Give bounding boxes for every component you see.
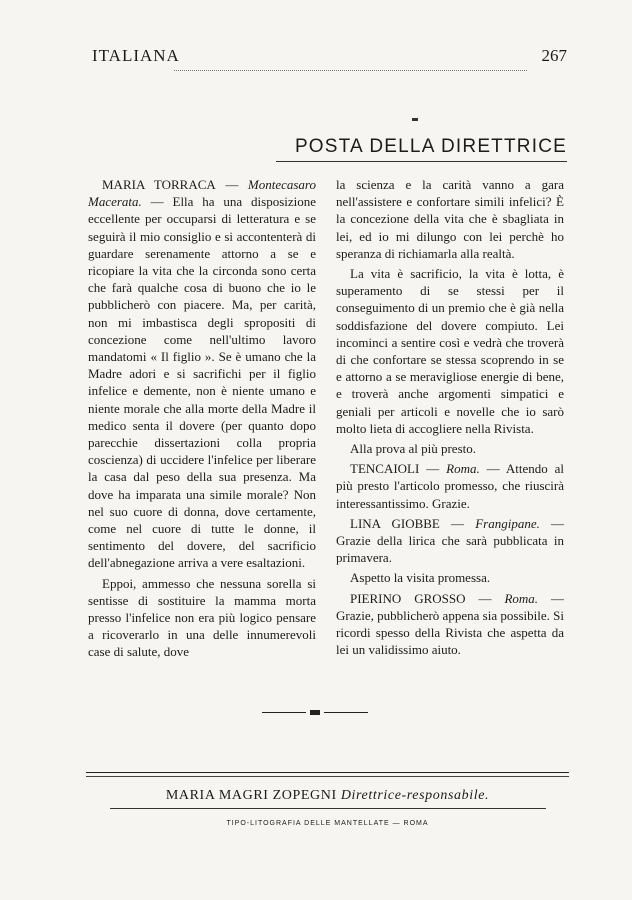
editor-role: Direttrice-responsabile. [340,788,490,803]
left-column [88,176,316,661]
section-end-ornament [262,710,368,716]
letter-body: — Grazie, pubblicherò appena sia possibile. Si ricordi spesso della Rivista che aspetta da lei un validissimo aiuto. [336,590,565,658]
correspondent-place: Roma. [504,590,539,606]
letter-body: — Attendo al più presto l'articolo promesso, che riuscirà interessantissimo. Grazie. [336,461,564,511]
editor-name: MARIA MAGRI ZOPEGNI [165,788,337,803]
footer-rule [86,776,569,777]
correspondent-name: MARIA TORRACA [102,177,216,192]
footer-rule [86,772,569,773]
section-title-rule [276,161,567,162]
letter-body: — Ella ha una disposizione eccellente per occuparsi di letteratura e se seguirà il mio consiglio e si accontenterà di guardare serenamente attorno a se e ricopiare la vita che la circonda sono certa che farà qualche cosa di buono che io le pubblicherò con piacere. Ma, per carità, non mi imbastisca degli spropositi di concezione come nell'ultimo lavoro mandatomi « Il figlio ». Se è umano che la Madre adori e si sacrifichi per il figlio infelice e demente, non è niente umano e niente morale che alla morte della Madre il medico senta il dovere (per quanto dopo parecchie dissertazioni colla propria coscienza) di uccidere l'infelice per liberare la casa dal peso della sua presenza. Ma dove ha imparata una simile morale? Non nel suo cuore di donna, dove certamente, come nel cuore di tutte le donne, il sentimento del dovere, del sacrificio dell'abnegazione arriva a vere esaltazioni. [88,194,317,571]
right-column [336,176,564,658]
ornament-dash [412,118,418,121]
correspondent-place: Frangipane. [475,515,540,531]
letter-body: — Grazie della lirica che sarà pubblicata in primavera. [336,515,565,566]
letter-tencaioli: TENCAIOLI — Roma. — Attendo al più presto l'articolo promesso, che riuscirà interessantissimo. Grazie. [336,461,564,511]
running-head-rule [174,70,527,71]
correspondent-name: TENCAIOLI [350,461,420,477]
running-head [92,46,567,72]
section-title: POSTA DELLA DIRETTRICE [294,136,567,157]
letter-paragraph: La vita è sacrificio, la vita è lotta, è superamento di se stessi per il conseguimento di un premio che è già nella soddisfazione del dovere compiuto. Lei incominci a sentire così e vedrà che troverà di che confortare se stessa scoprendo in se e attorno a se meravigliose energie di bene, e troverà anche argomenti simpatici e geniali per articoli e novelle che io sarò molto lieta di accogliere nella Rivista. [336,266,564,436]
printer-credit: TIPO-LITOGRAFIA DELLE MANTELLATE — ROMA [226,820,429,827]
running-title: ITALIANA [92,46,180,65]
letter-grosso: PIERINO GROSSO — Roma. — Grazie, pubblicherò appena sia possibile. Si ricordi spesso della Rivista che aspetta da lei un validissimo aiuto. [336,590,565,658]
editor-credit [86,788,569,804]
letter-giobbe: LINA GIOBBE — Frangipane. — Grazie della lirica che sarà pubblicata in primavera. [336,515,565,566]
correspondent-name: LINA GIOBBE [350,515,440,531]
footer-rule [110,808,546,809]
correspondent-place: Roma. [446,461,480,477]
letter-continuation: la scienza e la carità vanno a gara nell'assistere e confortare simili infelici? È la concezione della vita che è sbagliata in lei, ed io mi dilungo con lei perchè ho speranza di richiamarla alla realtà. [336,177,564,261]
correspondent-name: PIERINO GROSSO [350,590,466,606]
letter-paragraph: Eppoi, ammesso che nessuna sorella si sentisse di sostituire la mamma morta presso l'infelice non era più logico pensare a ricoverarlo in una delle innumerevoli case di salute, dove [88,575,316,660]
letter-paragraph: Aspetto la visita promessa. [350,570,491,586]
letter-torraca: MARIA TORRACA — Montecasaro Macerata. — Ella ha una disposizione eccellente per occuparsi di letteratura e se seguirà il mio consiglio e si accontenterà di guardare serenamente attorno a se e ricopiare la vita che la circonda sono certa che farà qualche cosa di buono che io le pubblicherò con piacere. Ma, per carità, non mi imbastisca degli spropositi di concezione come nell'ultimo lavoro mandatomi « Il figlio ». Se è umano che la Madre adori e si sacrifichi per il figlio infelice e demente, non è niente umano e niente morale che alla morte della Madre il medico senta il dovere (per quanto dopo parecchie dissertazioni colla propria coscienza) di uccidere l'infelice per liberare la casa dal peso della sua presenza. Ma dove ha imparata una simile morale? Non nel suo cuore di donna, dove certamente, come nel cuore di tutte le donne, il sentimento del dovere, del sacrificio dell'abnegazione arriva a vere esaltazioni. [88,177,317,571]
letter-paragraph: Alla prova al più presto. [350,441,476,457]
page-number: 267 [541,46,567,65]
correspondent-place: Montecasaro Macerata. [88,177,316,210]
